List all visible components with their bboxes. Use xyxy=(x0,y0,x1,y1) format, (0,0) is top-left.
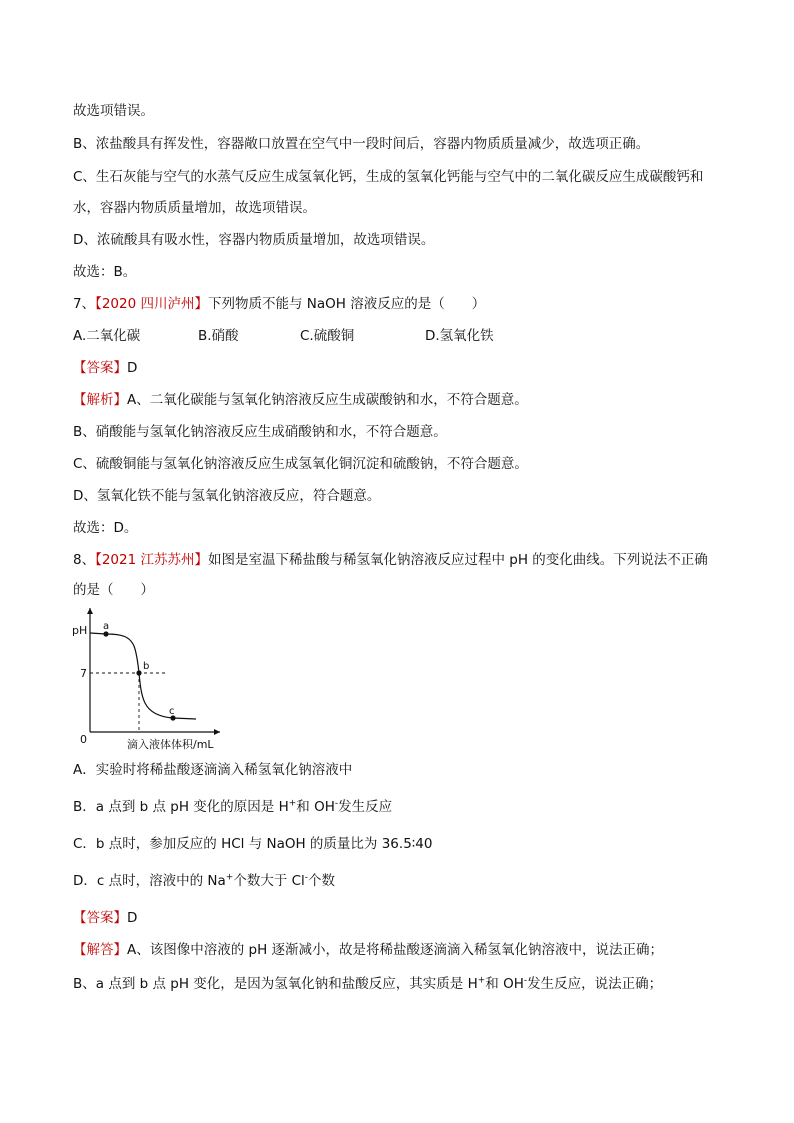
question-8-stem-cont: 的是（ ） xyxy=(73,582,154,598)
option-d-text: D．c 点时，溶液中的 Na xyxy=(73,873,226,889)
option-b-text: B．a 点到 b 点 pH 变化的原因是 H xyxy=(73,799,289,815)
question-number: 8、 xyxy=(73,552,96,568)
question-text: 如图是室温下稀盐酸与稀氢氧化钠溶液反应过程中 pH 的变化曲线。下列说法不正确 xyxy=(208,552,708,568)
superscript: - xyxy=(523,975,528,986)
text-line: 故选项错误。 xyxy=(73,103,154,119)
question-8-stem xyxy=(73,550,708,570)
explain-line xyxy=(73,974,662,994)
option-c: C.硫酸铜 xyxy=(300,328,355,344)
answer-value: D xyxy=(127,360,138,376)
question-7-stem xyxy=(73,294,485,314)
point-b-label: b xyxy=(143,661,150,672)
explain-text: 和 OH xyxy=(485,976,524,992)
answer-value: D xyxy=(127,910,138,926)
x-axis-label: 滴入液体体积/mL xyxy=(127,738,214,751)
text-line: 水，容器内物质质量增加，故选项错误。 xyxy=(73,200,316,216)
text-line: 故选：B。 xyxy=(73,264,137,280)
text-line: B、浓盐酸具有挥发性，容器敞口放置在空气中一段时间后，容器内物质质量减少，故选项正确。 xyxy=(73,136,650,152)
option-b-text: 发生反应 xyxy=(338,799,393,815)
ph-curve xyxy=(90,633,196,719)
origin-label: 0 xyxy=(80,733,87,746)
superscript: + xyxy=(288,798,297,809)
question-7-analysis xyxy=(73,390,528,410)
superscript: + xyxy=(225,872,234,883)
y-axis-label: pH xyxy=(72,624,88,637)
point-c-label: c xyxy=(169,706,175,717)
question-text: 下列物质不能与 NaOH 溶液反应的是（ ） xyxy=(208,296,486,312)
analysis-line: D、氢氧化铁不能与氢氧化钠溶液反应，符合题意。 xyxy=(73,488,381,504)
point-b-marker xyxy=(136,670,141,675)
option-a: A．实验时将稀盐酸逐滴滴入稀氢氧化钠溶液中 xyxy=(73,762,353,778)
analysis-tag: 【解析】 xyxy=(73,392,127,408)
point-a-marker xyxy=(103,631,108,636)
answer-tag: 【答案】 xyxy=(73,360,127,376)
superscript: - xyxy=(334,798,339,809)
explain-text: A、该图像中溶液的 pH 逐渐减小，故是将稀盐酸逐滴滴入稀氢氧化钠溶液中，说法正确； xyxy=(127,942,664,958)
text-line: C、生石灰能与空气的水蒸气反应生成氢氧化钙，生成的氢氧化钙能与空气中的二氧化碳反应生成碳酸钙和 xyxy=(73,169,704,185)
question-8-explain xyxy=(73,940,663,960)
analysis-line: C、硫酸铜能与氢氧化钠溶液反应生成氢氧化铜沉淀和硫酸钠，不符合题意。 xyxy=(73,456,528,472)
option-d-text: 个数 xyxy=(308,873,336,889)
explain-tag: 【解答】 xyxy=(73,942,127,958)
question-source: 【2021 江苏苏州】 xyxy=(95,552,208,568)
explain-text: B、a 点到 b 点 pH 变化，是因为氢氧化钠和盐酸反应，其实质是 H xyxy=(73,976,478,992)
point-a-label: a xyxy=(103,621,110,632)
analysis-text: A、二氧化碳能与氢氧化钠溶液反应生成碳酸钠和水，不符合题意。 xyxy=(127,392,528,408)
question-7-answer xyxy=(73,358,137,378)
explain-text: 发生反应，说法正确； xyxy=(527,976,663,992)
text-line: D、浓硫酸具有吸水性，容器内物质质量增加，故选项错误。 xyxy=(73,232,435,248)
analysis-line: B、硝酸能与氢氧化钠溶液反应生成硝酸钠和水，不符合题意。 xyxy=(73,424,447,440)
conclusion-line: 故选：D。 xyxy=(73,520,138,536)
superscript: + xyxy=(477,975,486,986)
option-b: B.硝酸 xyxy=(198,328,239,344)
option-b xyxy=(73,797,392,817)
option-a: A.二氧化碳 xyxy=(73,328,141,344)
y-tick-label: 7 xyxy=(80,667,87,680)
option-c: C．b 点时，参加反应的 HCl 与 NaOH 的质量比为 36.5∶40 xyxy=(73,836,433,852)
ph-curve-figure xyxy=(68,600,238,752)
answer-tag: 【答案】 xyxy=(73,910,127,926)
option-d: D.氢氧化铁 xyxy=(425,328,494,344)
option-d-text: 个数大于 Cl xyxy=(233,873,305,889)
question-number: 7、 xyxy=(73,296,96,312)
question-source: 【2020 四川泸州】 xyxy=(95,296,208,312)
option-d xyxy=(73,871,335,891)
superscript: - xyxy=(304,872,309,883)
option-b-text: 和 OH xyxy=(296,799,335,815)
question-8-answer xyxy=(73,908,137,928)
